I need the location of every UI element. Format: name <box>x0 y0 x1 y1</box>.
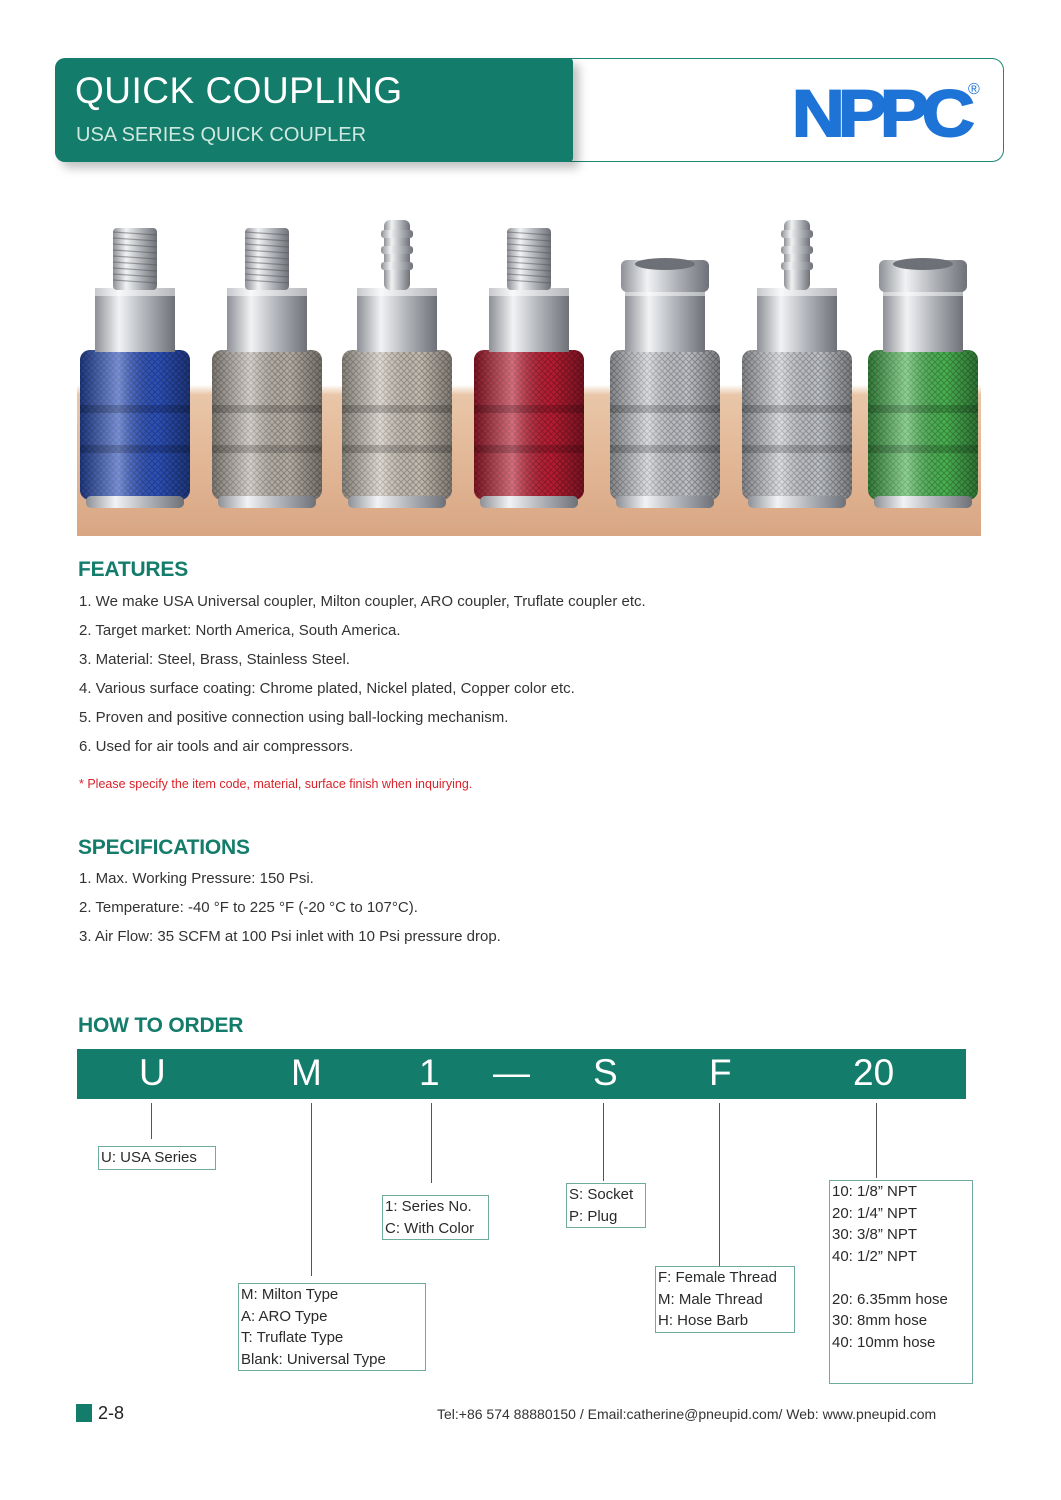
connector-line <box>876 1103 877 1178</box>
legend-type: M: Milton Type A: ARO Type T: Truflate Type Blank: Universal Type <box>238 1283 426 1371</box>
list-item: 3. Material: Steel, Brass, Stainless Steel. <box>79 651 350 668</box>
code-connection: F <box>709 1052 732 1093</box>
legend-connection: F: Female Thread M: Male Thread H: Hose Barb <box>655 1266 795 1333</box>
connector-line <box>719 1103 720 1266</box>
list-item: 5. Proven and positive connection using ball-locking mechanism. <box>79 709 509 726</box>
code-separator: — <box>493 1052 530 1093</box>
list-item: 6. Used for air tools and air compressors. <box>79 738 354 755</box>
list-item: 2. Target market: North America, South America. <box>79 622 401 639</box>
code-type: M <box>291 1052 322 1093</box>
specifications-list <box>79 864 501 951</box>
features-list <box>79 587 646 761</box>
legend-series: U: USA Series <box>98 1146 216 1170</box>
legend-kind: S: Socket P: Plug <box>566 1183 646 1228</box>
features-heading: FEATURES <box>78 558 189 581</box>
code-number: 1 <box>419 1052 440 1093</box>
connector-line <box>311 1103 312 1276</box>
page-title: QUICK COUPLING <box>75 70 403 111</box>
list-item: 1. Max. Working Pressure: 150 Psi. <box>79 870 314 887</box>
product-photo <box>77 200 981 536</box>
contact-info: Tel:+86 574 88880150 / Email:catherine@pneupid.com/ Web: www.pneupid.com <box>437 1406 937 1422</box>
coupler-7 <box>868 258 978 508</box>
inquiry-note: * Please specify the item code, material, surface finish when inquirying. <box>79 777 473 791</box>
page-number: 2-8 <box>98 1403 125 1423</box>
nppc-logo <box>790 72 990 142</box>
legend-size: 10: 1/8” NPT 20: 1/4” NPT 30: 3/8” NPT 40: 1/2” NPT 20: 6.35mm hose 30: 8mm hose 40: 10mm hose <box>829 1180 973 1384</box>
connector-line <box>151 1103 152 1139</box>
code-size: 20 <box>853 1052 895 1093</box>
list-item: 4. Various surface coating: Chrome plated, Nickel plated, Copper color etc. <box>79 680 575 697</box>
list-item: 2. Temperature: -40 °F to 225 °F (-20 °C to 107°C). <box>79 899 418 916</box>
connector-line <box>603 1103 604 1181</box>
connector-line <box>431 1103 432 1183</box>
coupler-5 <box>610 258 720 508</box>
specifications-heading: SPECIFICATIONS <box>78 836 250 859</box>
logo-text: NPPC <box>792 76 973 142</box>
page-subtitle: USA SERIES QUICK COUPLER <box>76 124 367 146</box>
list-item: 3. Air Flow: 35 SCFM at 100 Psi inlet with 10 Psi pressure drop. <box>79 928 501 945</box>
code-kind: S <box>593 1052 618 1093</box>
code-series: U <box>139 1052 166 1093</box>
legend-number: 1: Series No. C: With Color <box>382 1195 489 1240</box>
page-marker <box>76 1404 92 1422</box>
order-heading: HOW TO ORDER <box>78 1014 244 1037</box>
list-item: 1. We make USA Universal coupler, Milton coupler, ARO coupler, Truflate coupler etc. <box>79 593 646 610</box>
registered-mark: ® <box>968 81 980 98</box>
